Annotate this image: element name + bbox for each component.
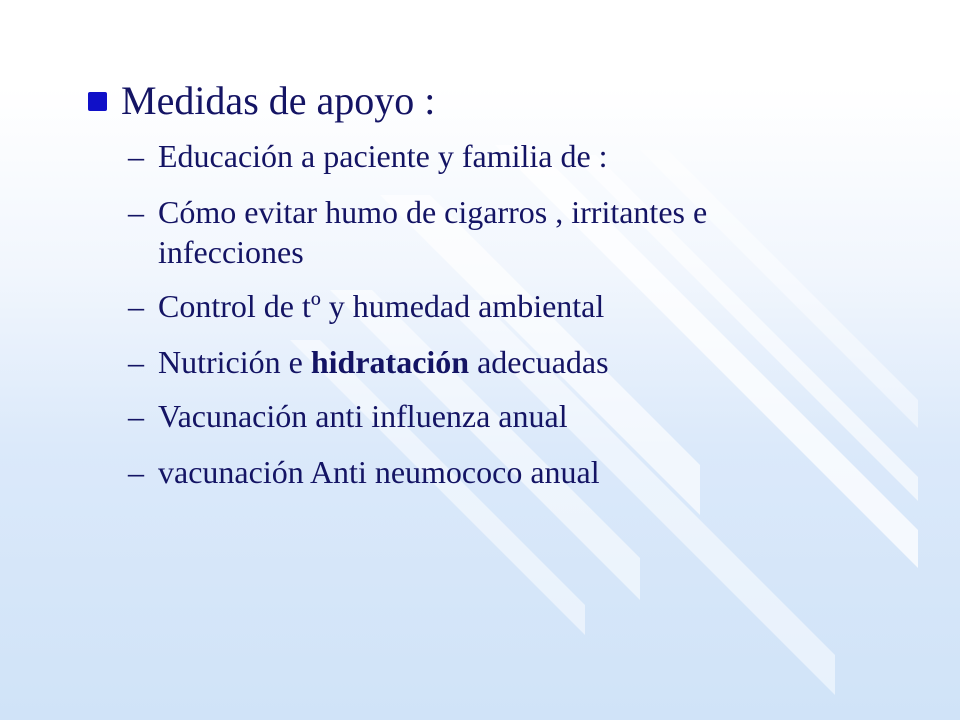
sub-item-nutrition [128,342,828,382]
sub-item-education [128,136,828,176]
sub-item-text: Vacunación anti influenza anual [158,398,568,434]
heading-bullet [88,76,435,126]
dash-bullet: – [128,138,144,174]
square-bullet-icon [88,92,107,111]
dash-bullet: – [128,194,144,230]
sub-item-avoid-smoke [128,192,828,272]
sub-item-text-after: adecuadas [469,344,609,380]
sub-item-text: Educación a paciente y familia de : [158,138,608,174]
sub-item-temperature-control [128,286,828,326]
sub-item-text: vacunación Anti neumococo anual [158,454,600,490]
sub-item-text: Control de tº y humedad ambiental [158,288,605,324]
sub-item-text-before: Nutrición e [158,344,311,380]
dash-bullet: – [128,288,144,324]
dash-bullet: – [128,344,144,380]
slide-heading: Medidas de apoyo : [121,78,436,123]
sub-item-text: Cómo evitar humo de cigarros , irritantes e infecciones [158,194,708,270]
sub-item-text-bold: hidratación [310,344,470,380]
dash-bullet: – [128,454,144,490]
sub-item-pneumococcal-vaccine [128,452,828,492]
sub-item-influenza-vaccine [128,396,828,436]
dash-bullet: – [128,398,144,434]
sub-item-text [158,342,828,382]
